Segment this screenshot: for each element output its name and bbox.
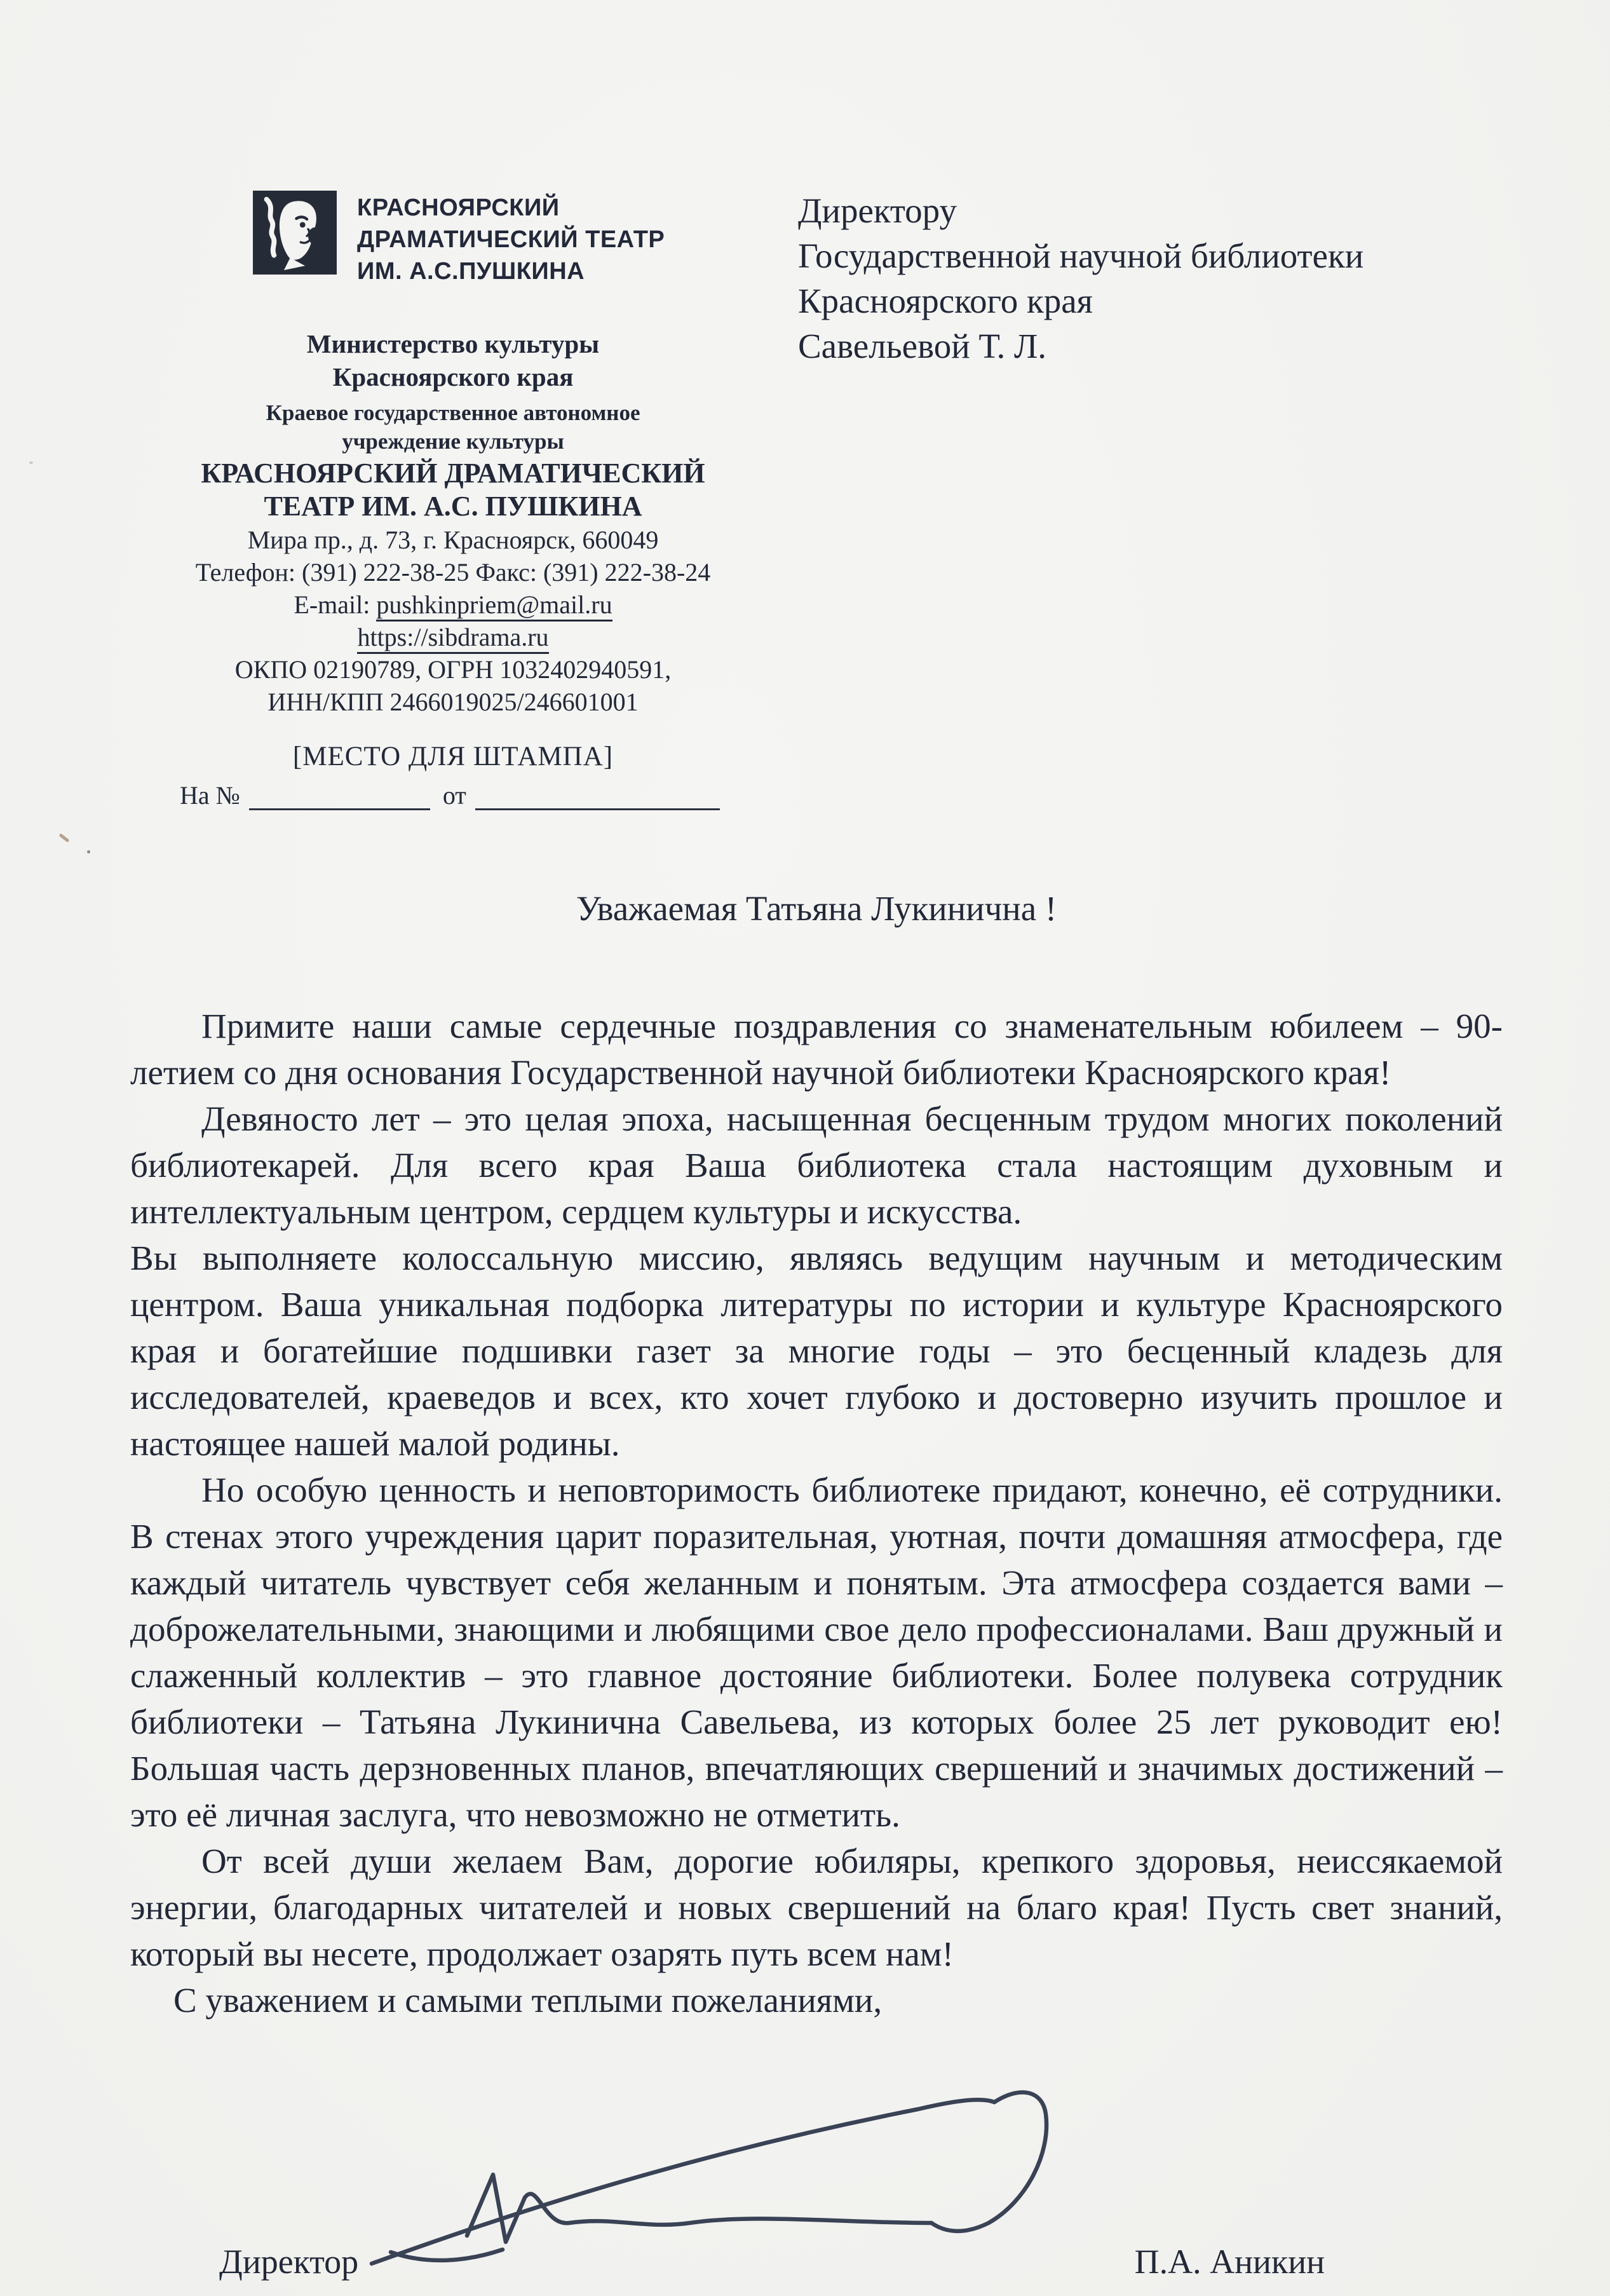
logo-title-line2: ДРАМАТИЧЕСКИЙ ТЕАТР (357, 226, 665, 253)
body-paragraphs (130, 1003, 1503, 1977)
body-paragraph: Девяносто лет – это целая эпоха, насыщенная бесценным трудом многих поколений библиотекарей. Для всего края Ваша библиотека стала настоящим духовным и интеллектуальным центром, сердцем культуры и искусства. (130, 1099, 1503, 1231)
signature-row (130, 2242, 1503, 2281)
org-email-line (148, 588, 758, 621)
ministry-line1: Министерство культуры (306, 329, 600, 358)
signature-title: Директор (219, 2243, 359, 2281)
ref-prefix-label: На № (180, 781, 240, 810)
logo-wordmark (357, 191, 665, 287)
addressee-block (798, 188, 1363, 369)
handwritten-signature-icon (346, 2079, 1128, 2270)
body-paragraph: От всей души желаем Вам, дорогие юбиляры, крепкого здоровья, неиссякаемой энергии, благодарных читателей и новых свершений на благо края! Пусть свет знаний, который вы несете, продолжает озарять путь всем нам! (130, 1842, 1503, 1973)
addressee-organization: Государственной научной библиотеки (798, 236, 1364, 275)
theatre-logo-block (148, 191, 758, 285)
org-phone-fax: Телефон: (391) 222-38-25 Факс: (391) 222-38-24 (195, 558, 711, 587)
letterhead-left-column (148, 191, 758, 812)
pushkin-portrait-icon (253, 191, 337, 275)
salutation-line: Уважаемая Татьяна Лукинична ! (576, 889, 1057, 928)
body-paragraph: Вы выполняете колоссальную миссию, являясь ведущим научным и методическим центром. Ваша уникальная подборка литературы по истории и культуре Красноярского края и богатейшие подшивки газет за многие годы – это бесценный кладезь для исследователей, краеведов и всех, кто хочет глубоко и достоверно изучить прошлое и настоящее нашей малой родины. (130, 1239, 1503, 1463)
scan-speck (29, 461, 33, 464)
ref-date-blank-field (475, 789, 720, 810)
org-name-line2: ТЕАТР ИМ. А.С. ПУШКИНА (264, 491, 642, 522)
letter-body (130, 1003, 1503, 2023)
scan-speck (58, 833, 69, 843)
logo-title-line1: КРАСНОЯРСКИЙ (357, 194, 560, 221)
ref-from-label: от (442, 781, 466, 810)
email-address: pushkinpriem@mail.ru (376, 590, 612, 622)
stamp-placeholder: [МЕСТО ДЛЯ ШТАМПА] (292, 742, 614, 771)
ministry-line2: Красноярского края (332, 362, 574, 391)
closing-line: С уважением и самыми теплыми пожеланиями, (173, 1981, 883, 2020)
ref-number-blank-field (249, 789, 430, 810)
org-type-line2: учреждение культуры (342, 429, 564, 454)
body-paragraph: Но особую ценность и неповторимость библиотеке придают, конечно, её сотрудники. В стенах этого учреждения царит поразительная, уютная, почти домашняя атмосфера, где каждый читатель чувствует себя желанным и понятым. Эта атмосфера создается вами – доброжелательными, знающими и любящими свое дело профессионалами. Ваш дружный и слаженный коллектив – это главное достояние библиотеки. Более полувека сотрудник библиотеки – Татьяна Лукинична Савельева, из которых более 25 лет руководит ею! Большая часть дерзновенных планов, впечатляющих свершений и значимых достижений – это её личная заслуга, что невозможно не отметить. (130, 1471, 1503, 1834)
logo-title-line3: ИМ. А.С.ПУШКИНА (357, 258, 585, 285)
email-label: E-mail: (294, 590, 377, 619)
body-paragraph: Примите наши самые сердечные поздравления со знаменательным юбилеем – 90-летием со дня основания Государственной научной библиотеки Красноярского края! (130, 1007, 1503, 1092)
org-inn-kpp: ИНН/КПП 2466019025/246601001 (267, 688, 639, 716)
org-name-line1: КРАСНОЯРСКИЙ ДРАМАТИЧЕСКИЙ (201, 458, 705, 489)
org-okpo-ogrn: ОКПО 02190789, ОГРН 1032402940591, (234, 655, 672, 684)
signatory-name: П.А. Аникин (1134, 2243, 1325, 2281)
addressee-position: Директору (798, 191, 957, 230)
org-postal-address: Мира пр., д. 73, г. Красноярск, 660049 (247, 526, 659, 554)
org-type-line1: Краевое государственное автономное (266, 400, 640, 425)
org-website-line (148, 621, 758, 653)
addressee-name: Савельевой Т. Л. (798, 327, 1047, 365)
scan-speck (87, 850, 90, 853)
reference-number-line (148, 779, 758, 812)
addressee-region: Красноярского края (798, 282, 1093, 320)
website-url: https://sibdrama.ru (357, 623, 548, 654)
